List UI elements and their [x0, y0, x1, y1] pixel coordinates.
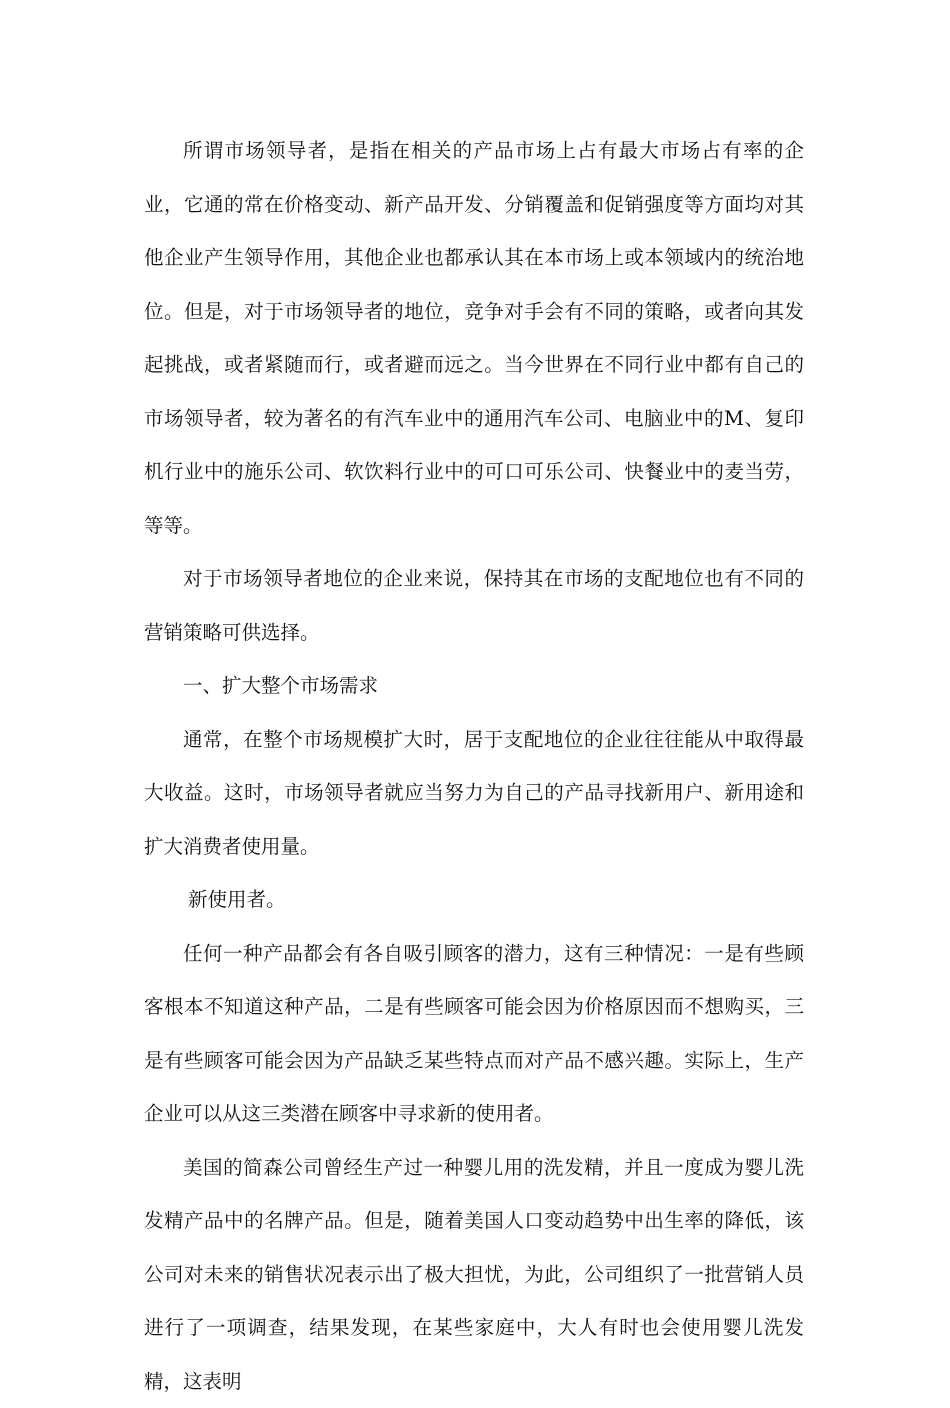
paragraph-potential-customers: 任何一种产品都会有各自吸引顾客的潜力，这有三种情况：一是有些顾客根本不知道这种产品，二是有些顾客可能会因为价格原因而不想购买，三是有些顾客可能会因为产品缺乏某些特点而对产品不感兴趣。实际上，生产企业可以从这三类潜在顾客中寻求新的使用者。: [144, 927, 804, 1141]
section-heading-expand-market: 一、扩大整个市场需求: [144, 659, 804, 713]
document-body: [144, 124, 804, 1408]
paragraph-johnson-example: 美国的简森公司曾经生产过一种婴儿用的洗发精，并且一度成为婴儿洗发精产品中的名牌产品。但是，随着美国人口变动趋势中出生率的降低，该公司对未来的销售状况表示出了极大担忧，为此，公司组织了一批营销人员进行了一项调查，结果发现，在某些家庭中，大人有时也会使用婴儿洗发精，这表明: [144, 1141, 804, 1408]
subheading-new-users: 新使用者。: [144, 873, 804, 927]
paragraph-market-expansion: 通常，在整个市场规模扩大时，居于支配地位的企业往往能从中取得最大收益。这时，市场领导者就应当努力为自己的产品寻找新用户、新用途和扩大消费者使用量。: [144, 713, 804, 874]
paragraph-strategy-intro: 对于市场领导者地位的企业来说，保持其在市场的支配地位也有不同的营销策略可供选择。: [144, 552, 804, 659]
paragraph-market-leader-definition: 所谓市场领导者，是指在相关的产品市场上占有最大市场占有率的企业，它通的常在价格变动、新产品开发、分销覆盖和促销强度等方面均对其他企业产生领导作用，其他企业也都承认其在本市场上或本领域内的统治地位。但是，对于市场领导者的地位，竞争对手会有不同的策略，或者向其发起挑战，或者紧随而行，或者避而远之。当今世界在不同行业中都有自己的市场领导者，较为著名的有汽车业中的通用汽车公司、电脑业中的M、复印机行业中的施乐公司、软饮料行业中的可口可乐公司、快餐业中的麦当劳，等等。: [144, 124, 804, 552]
